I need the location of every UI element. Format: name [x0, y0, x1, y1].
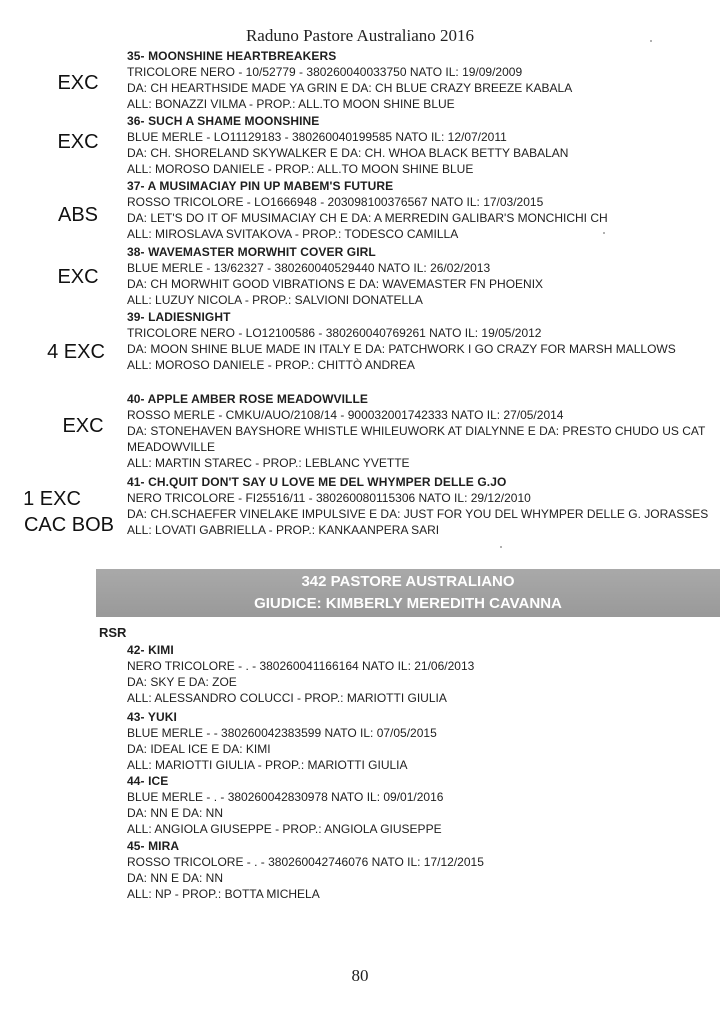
result-label: 1 EXC — [23, 488, 81, 510]
dog-breeder-owner: ALL: MARIOTTI GIULIA - PROP.: MARIOTTI GIULIA — [127, 758, 408, 772]
dog-name: 42- KIMI — [127, 643, 174, 657]
dog-breeder-owner: ALL: LOVATI GABRIELLA - PROP.: KANKAANPERA SARI — [127, 523, 440, 537]
dog-name: 44- ICE — [127, 774, 169, 788]
dog-details: ROSSO TRICOLORE - LO1666948 - 203098100376567 NATO IL: 17/03/2015 — [127, 195, 544, 209]
scan-speck — [500, 546, 502, 548]
dog-details: TRICOLORE NERO - 10/52779 - 380260040033750 NATO IL: 19/09/2009 — [127, 65, 523, 79]
dog-parents: DA: MOON SHINE BLUE MADE IN ITALY E DA: PATCHWORK I GO CRAZY FOR MARSH MALLOWS — [127, 342, 676, 356]
dog-details: BLUE MERLE - . - 380260042830978 NATO IL: 09/01/2016 — [127, 790, 444, 804]
scan-speck — [650, 40, 652, 42]
dog-parents: DA: CH. SHORELAND SKYWALKER E DA: CH. WHOA BLACK BETTY BABALAN — [127, 146, 569, 160]
dog-details: ROSSO MERLE - CMKU/AUO/2108/14 - 900032001742333 NATO IL: 27/05/2014 — [127, 408, 564, 422]
breed-judge-banner — [96, 569, 720, 617]
dog-parents: DA: CH.SCHAEFER VINELAKE IMPULSIVE E DA: JUST FOR YOU DEL WHYMPER DELLE G. JORASSES — [127, 507, 709, 521]
dog-name: 36- SUCH A SHAME MOONSHINE — [127, 114, 320, 128]
dog-name: 35- MOONSHINE HEARTBREAKERS — [127, 49, 337, 63]
result-label: 4 EXC — [47, 341, 105, 363]
dog-breeder-owner: ALL: MOROSO DANIELE - PROP.: ALL.TO MOON SHINE BLUE — [127, 162, 474, 176]
catalog-entry — [127, 773, 717, 837]
catalog-entry — [127, 309, 717, 373]
dog-details: BLUE MERLE - 13/62327 - 380260040529440 NATO IL: 26/02/2013 — [127, 261, 491, 275]
catalog-entry — [127, 838, 717, 902]
dog-breeder-owner: ALL: MARTIN STAREC - PROP.: LEBLANC YVETTE — [127, 456, 410, 470]
dog-parents: DA: LET'S DO IT OF MUSIMACIAY CH E DA: A MERREDIN GALIBAR'S MONCHICHI CH — [127, 211, 608, 225]
judge-name: GIUDICE: KIMBERLY MEREDITH CAVANNA — [254, 595, 562, 612]
dog-breeder-owner: ALL: MOROSO DANIELE - PROP.: CHITTÒ ANDREA — [127, 358, 415, 372]
dog-name: 37- A MUSIMACIAY PIN UP MABEM'S FUTURE — [127, 179, 394, 193]
dog-breeder-owner: ALL: ALESSANDRO COLUCCI - PROP.: MARIOTTI GIULIA — [127, 691, 447, 705]
catalog-entry — [127, 474, 717, 538]
dog-parents: DA: SKY E DA: ZOE — [127, 675, 237, 689]
dog-breeder-owner: ALL: MIROSLAVA SVITAKOVA - PROP.: TODESCO CAMILLA — [127, 227, 459, 241]
dog-name: 45- MIRA — [127, 839, 180, 853]
dog-details: NERO TRICOLORE - . - 380260041166164 NATO IL: 21/06/2013 — [127, 659, 475, 673]
dog-details: BLUE MERLE - LO11129183 - 380260040199585 NATO IL: 12/07/2011 — [127, 130, 507, 144]
dog-name: 43- YUKI — [127, 710, 177, 724]
catalog-entry — [127, 178, 717, 242]
dog-name: 41- CH.QUIT DON'T SAY U LOVE ME DEL WHYMPER DELLE G.JO — [127, 475, 507, 489]
page-header-title: Raduno Pastore Australiano 2016 — [245, 26, 475, 45]
dog-name: 40- APPLE AMBER ROSE MEADOWVILLE — [127, 392, 368, 406]
catalog-entry — [127, 244, 717, 308]
result-label: EXC — [62, 415, 104, 437]
dog-details: NERO TRICOLORE - FI25516/11 - 380260080115306 NATO IL: 29/12/2010 — [127, 491, 531, 505]
dog-breeder-owner: ALL: ANGIOLA GIUSEPPE - PROP.: ANGIOLA GIUSEPPE — [127, 822, 442, 836]
result-label: EXC — [57, 266, 99, 288]
dog-name: 38- WAVEMASTER MORWHIT COVER GIRL — [127, 245, 376, 259]
result-label: EXC — [57, 72, 99, 94]
result-label: CAC BOB — [23, 514, 115, 536]
breed-title: 342 PASTORE AUSTRALIANO — [301, 573, 515, 590]
catalog-entry — [127, 113, 717, 177]
dog-parents: DA: NN E DA: NN — [127, 871, 224, 885]
catalog-entry — [127, 48, 717, 112]
catalog-entry — [127, 709, 717, 773]
dog-details: BLUE MERLE - - 380260042383599 NATO IL: 07/05/2015 — [127, 726, 437, 740]
dog-breeder-owner: ALL: LUZUY NICOLA - PROP.: SALVIONI DONATELLA — [127, 293, 423, 307]
scan-speck — [603, 232, 605, 234]
dog-parents: DA: CH MORWHIT GOOD VIBRATIONS E DA: WAVEMASTER FN PHOENIX — [127, 277, 544, 291]
result-label: EXC — [57, 131, 99, 153]
dog-parents: DA: CH HEARTHSIDE MADE YA GRIN E DA: CH BLUE CRAZY BREEZE KABALA — [127, 81, 573, 95]
dog-breeder-owner: ALL: NP - PROP.: BOTTA MICHELA — [127, 887, 320, 901]
catalog-entry — [127, 391, 717, 471]
dog-details: TRICOLORE NERO - LO12100586 - 380260040769261 NATO IL: 19/05/2012 — [127, 326, 542, 340]
dog-breeder-owner: ALL: BONAZZI VILMA - PROP.: ALL.TO MOON SHINE BLUE — [127, 97, 455, 111]
dog-name: 39- LADIESNIGHT — [127, 310, 231, 324]
catalog-entry — [127, 642, 717, 706]
dog-parents: DA: STONEHAVEN BAYSHORE WHISTLE WHILEUWORK AT DIALYNNE E DA: PRESTO CHUDO US CAT MEADOWVILLE — [127, 424, 706, 454]
dog-parents: DA: IDEAL ICE E DA: KIMI — [127, 742, 271, 756]
page-number: 80 — [351, 966, 369, 985]
result-label: ABS — [57, 204, 99, 226]
dog-details: ROSSO TRICOLORE - . - 380260042746076 NATO IL: 17/12/2015 — [127, 855, 484, 869]
dog-parents: DA: NN E DA: NN — [127, 806, 224, 820]
class-heading: RSR — [99, 625, 127, 640]
